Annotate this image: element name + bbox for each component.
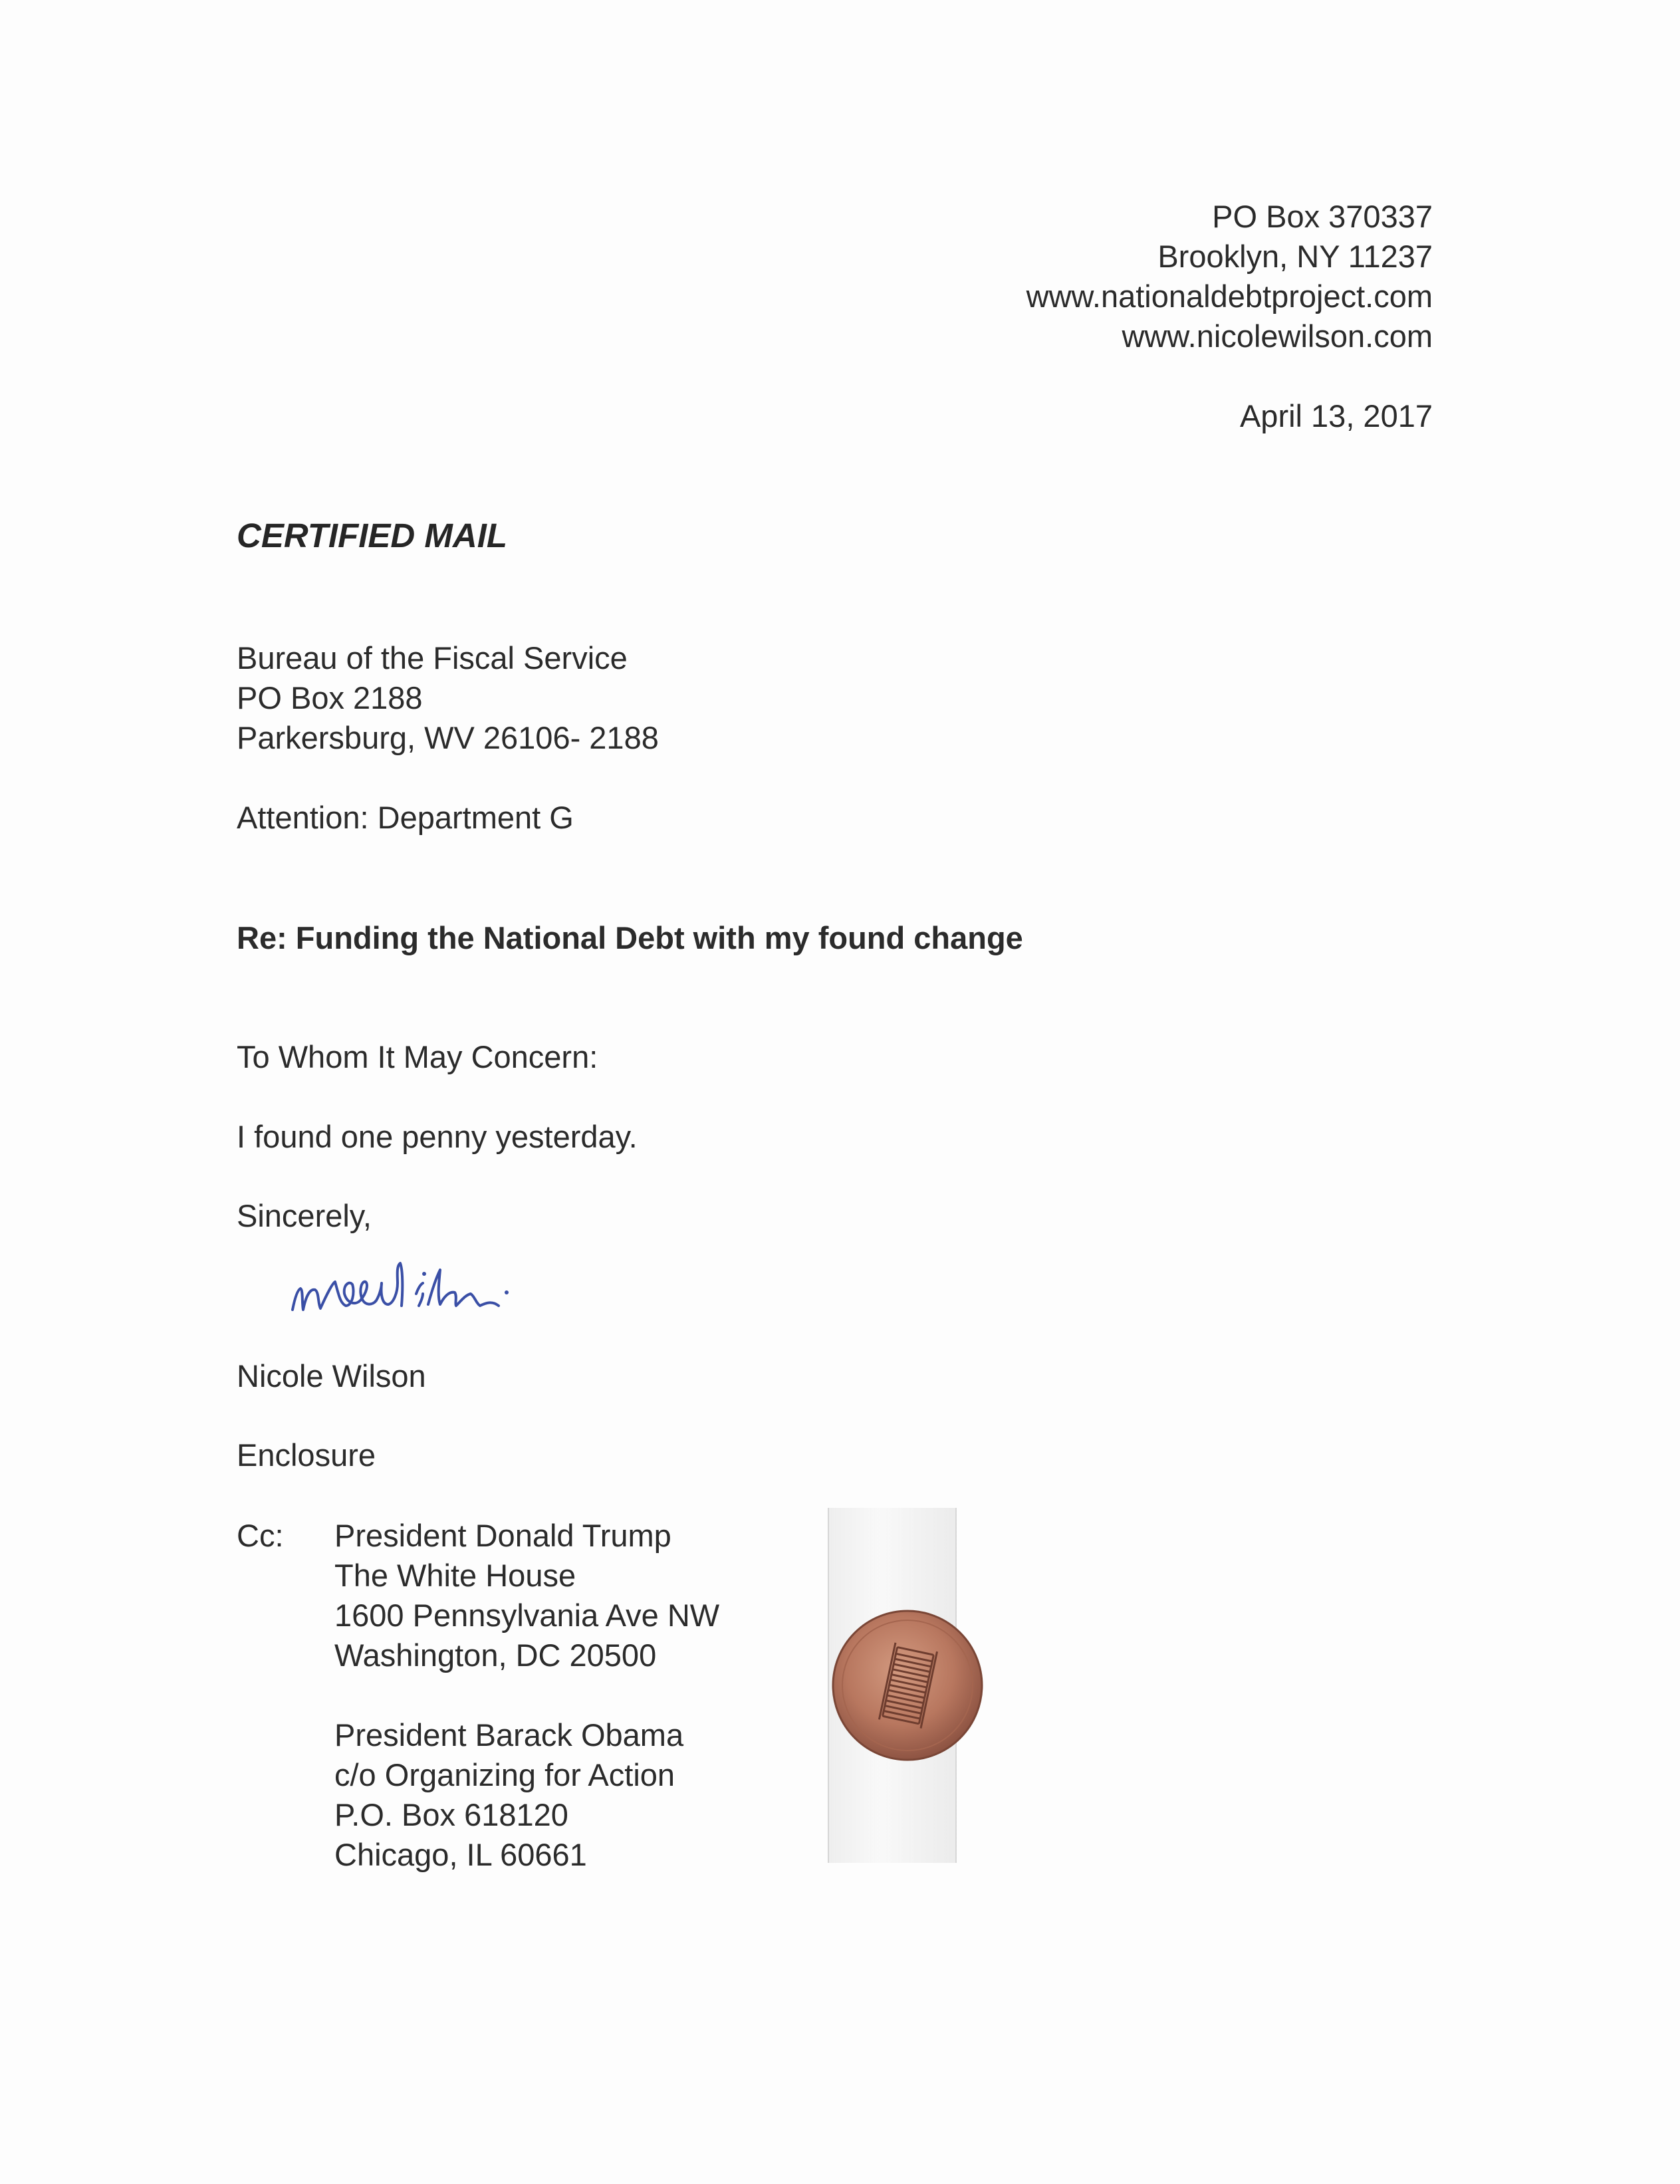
cc-label: Cc: xyxy=(237,1518,284,1553)
cc-recipient-2-line-1: President Barack Obama xyxy=(334,1717,684,1753)
signer-name: Nicole Wilson xyxy=(237,1358,426,1394)
letter-body: I found one penny yesterday. xyxy=(237,1119,638,1154)
cc-spacer xyxy=(334,1675,719,1715)
cc-recipient-1-line-4: Washington, DC 20500 xyxy=(334,1638,657,1673)
cc-recipient-2-line-2: c/o Organizing for Action xyxy=(334,1757,675,1792)
letter-date: April 13, 2017 xyxy=(1239,398,1433,433)
cc-recipient-2-line-4: Chicago, IL 60661 xyxy=(334,1837,587,1872)
sender-address-line-1: PO Box 370337 xyxy=(1212,199,1433,234)
certified-mail-label: CERTIFIED MAIL xyxy=(237,517,508,554)
salutation: To Whom It May Concern: xyxy=(237,1039,598,1074)
recipient-address-line-2: Parkersburg, WV 26106- 2188 xyxy=(237,720,659,755)
recipient-address-line-1: PO Box 2188 xyxy=(237,680,423,715)
sender-address-line-2: Brooklyn, NY 11237 xyxy=(1157,239,1433,274)
attention-line: Attention: Department G xyxy=(237,800,574,835)
enclosure-label: Enclosure xyxy=(237,1437,376,1473)
recipient-address-block xyxy=(237,638,659,758)
cc-recipient-2-line-3: P.O. Box 618120 xyxy=(334,1797,568,1832)
subject-line: Re: Funding the National Debt with my found change xyxy=(237,920,1023,955)
cc-recipient-1-line-1: President Donald Trump xyxy=(334,1518,671,1553)
sender-address-block xyxy=(1026,197,1433,356)
cc-recipient-1-line-3: 1600 Pennsylvania Ave NW xyxy=(334,1598,720,1633)
sender-website-1: www.nationaldebtproject.com xyxy=(1026,279,1433,314)
handwritten-signature xyxy=(286,1237,632,1330)
cc-recipients xyxy=(334,1516,719,1875)
closing: Sincerely, xyxy=(237,1198,372,1233)
cc-recipient-1-line-2: The White House xyxy=(334,1558,576,1593)
recipient-name: Bureau of the Fiscal Service xyxy=(237,640,628,675)
sender-website-2: www.nicolewilson.com xyxy=(1122,318,1433,354)
taped-penny-icon xyxy=(831,1609,984,1762)
